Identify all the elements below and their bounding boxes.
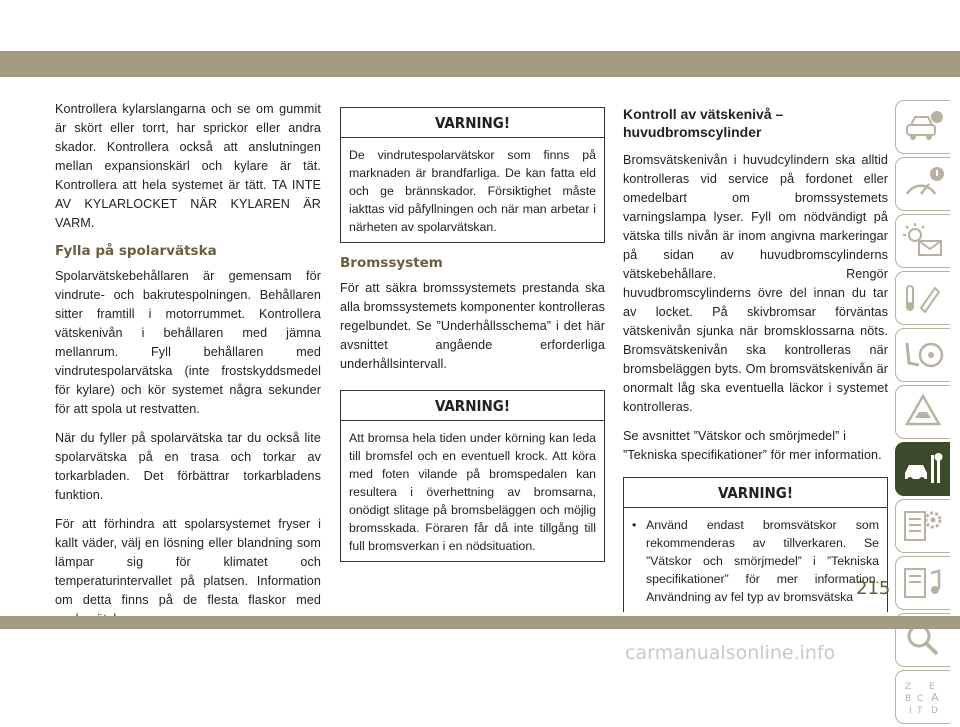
page-number: 215 [856,578,891,599]
bullet-text: Använd endast bromsvätskor som rekommenderas av tillverkaren. Se ”Vätskor och smörjmedel” i ”Tekniska specifikationer” för mer information. Användning av fel typ av bromsvätska [646,518,879,604]
warning-title: VARNING! [341,391,604,421]
list-item [632,516,879,606]
paragraph-brake-inspection: För att säkra bromssystemets prestanda ska alla bromssystemets komponenter kontrolleras regelbundet. Se ”Underhållsschema” i det här avsnittet angående erforderliga underhållsintervall. [340,281,605,371]
watermark: carmanualsonline.info [625,642,836,664]
tab-hazard[interactable] [895,385,950,439]
alphabet-index-icon [901,677,945,717]
header-band [0,51,960,77]
warning-title: VARNING! [624,478,887,508]
footer-band [0,616,960,629]
warning-text: De vindrutespolarvätskor som finns på marknaden är brandfarliga. De kan fatta eld och ge brännskador. Försiktighet måste iakttas vid påfyllningen och när man arbetar i närheten av spolarvätskan. [349,148,596,234]
tab-controls[interactable] [895,271,950,325]
warning-box-brakes [340,390,605,562]
heading-brake-fluid-level: Kontroll av vätskenivå – huvudbromscylinder [623,106,784,140]
paragraph-freeze-protection: För att förhindra att spolarsystemet fryser i kallt väder, välj en lösning eller blandning som lämpar sig för klimatet och temperaturintervallet på platsen. Information om detta finns på de flesta flaskor med [55,517,321,607]
warning-text: Att bromsa hela tiden under körning kan leda till bromsfel och en eventuell krock. Att köra med foten vilande på bromspedalen kan resultera i överhettning av bromsarna, onödigt slitage på bromsbeläggen och möjlig bromsskada. Föraren får då inte tillgång till full bromsverkan i en nödsituation. [349,431,596,553]
column-right [623,101,891,624]
tab-service-maintenance[interactable] [895,442,950,496]
tab-seats-steering[interactable] [895,328,950,382]
svg-text:E: E [929,682,935,692]
tab-alphabetic-index[interactable] [895,670,950,724]
car-info-icon [901,107,945,147]
multimedia-note-icon [901,563,945,603]
car-service-tools-icon [901,449,945,489]
column-middle [340,107,605,574]
tab-car-info[interactable] [895,100,950,154]
specifications-gear-icon [901,506,945,546]
bullet-icon: • [632,518,637,532]
svg-text:I: I [909,706,912,716]
warning-box-washer [340,107,605,243]
seat-steering-icon [901,335,945,375]
heading-washer-fluid: Fylla på spolarvätska [55,243,217,259]
paragraph-see-specifications: Se avsnittet ”Vätskor och smörjmedel” i ”Tekniska specifikationer” för mer information. [623,429,882,462]
tab-lights-messages[interactable] [895,214,950,268]
column-left [55,100,321,639]
hazard-car-icon [901,392,945,432]
warning-title: VARNING! [341,108,604,138]
light-message-icon [901,221,945,261]
heading-brake-system: Bromssystem [340,255,443,271]
tab-multimedia[interactable] [895,556,950,610]
tab-specifications[interactable] [895,499,950,553]
svg-text:T: T [917,706,923,716]
svg-text:A: A [931,691,939,704]
svg-text:Z: Z [905,682,912,692]
paragraph-brake-fluid: Bromsvätskenivån i huvudcylindern ska alltid kontrolleras vid service på fordonet eller omedelbart om bromssystemets varningslampa lyser. Fyll om nödvändigt på vätska tills nivån är inom angivna markeringar på sidan av huvudbromscylinderns vätskebehållare. Rengör huvudbromscylinderns övre del innan du tar av locket. På skivbromsar förväntas vätskenivån sjunka när bromsklossarna nöts. Bromsvätskenivån ska kontrolleras när bromsbeläggen byts. Om bromsvätskenivån är onormalt låg ska eventuella läckor i systemet kontrolleras. [623,153,888,414]
svg-text:B: B [905,694,912,704]
warning-text [624,508,887,612]
paragraph-washer-reservoir: Spolarvätskebehållaren är gemensam för vindrute- och bakrutespolningen. Behållaren sitter framtill i motorrummet. Kontrollera vätskenivån i behållaren med jämna mellanrum. Fyll behållaren med vindrutespolarvätska (inte frostskyddsmedel för kylare) och kör systemet några sekunder för att spola ut restvatten. [55,269,321,416]
dashboard-warning-icon [901,164,945,204]
svg-text:C: C [917,694,924,704]
chapter-tabs [895,100,955,727]
tab-dashboard[interactable] [895,157,950,211]
paragraph-wiper-blades: När du fyller på spolarvätska tar du också lite spolarvätska på en trasa och torkar av torkarbladen. Det förbättrar torkarbladens funktion. [55,431,321,502]
warning-box-brake-fluid [623,477,891,612]
paragraph-radiator-hoses: Kontrollera kylarslangarna och se om gummit är skört eller torrt, har sprickor eller andra skador. Kontrollera också att anslutningen mellan expansionskärl och kylare är tät. Kontrollera att hela systemet är tätt. TA INTE AV KYLARLOCKET NÄR KYLAREN ÄR VARM. [55,102,321,230]
controls-icon [901,278,945,318]
svg-text:D: D [931,706,938,716]
